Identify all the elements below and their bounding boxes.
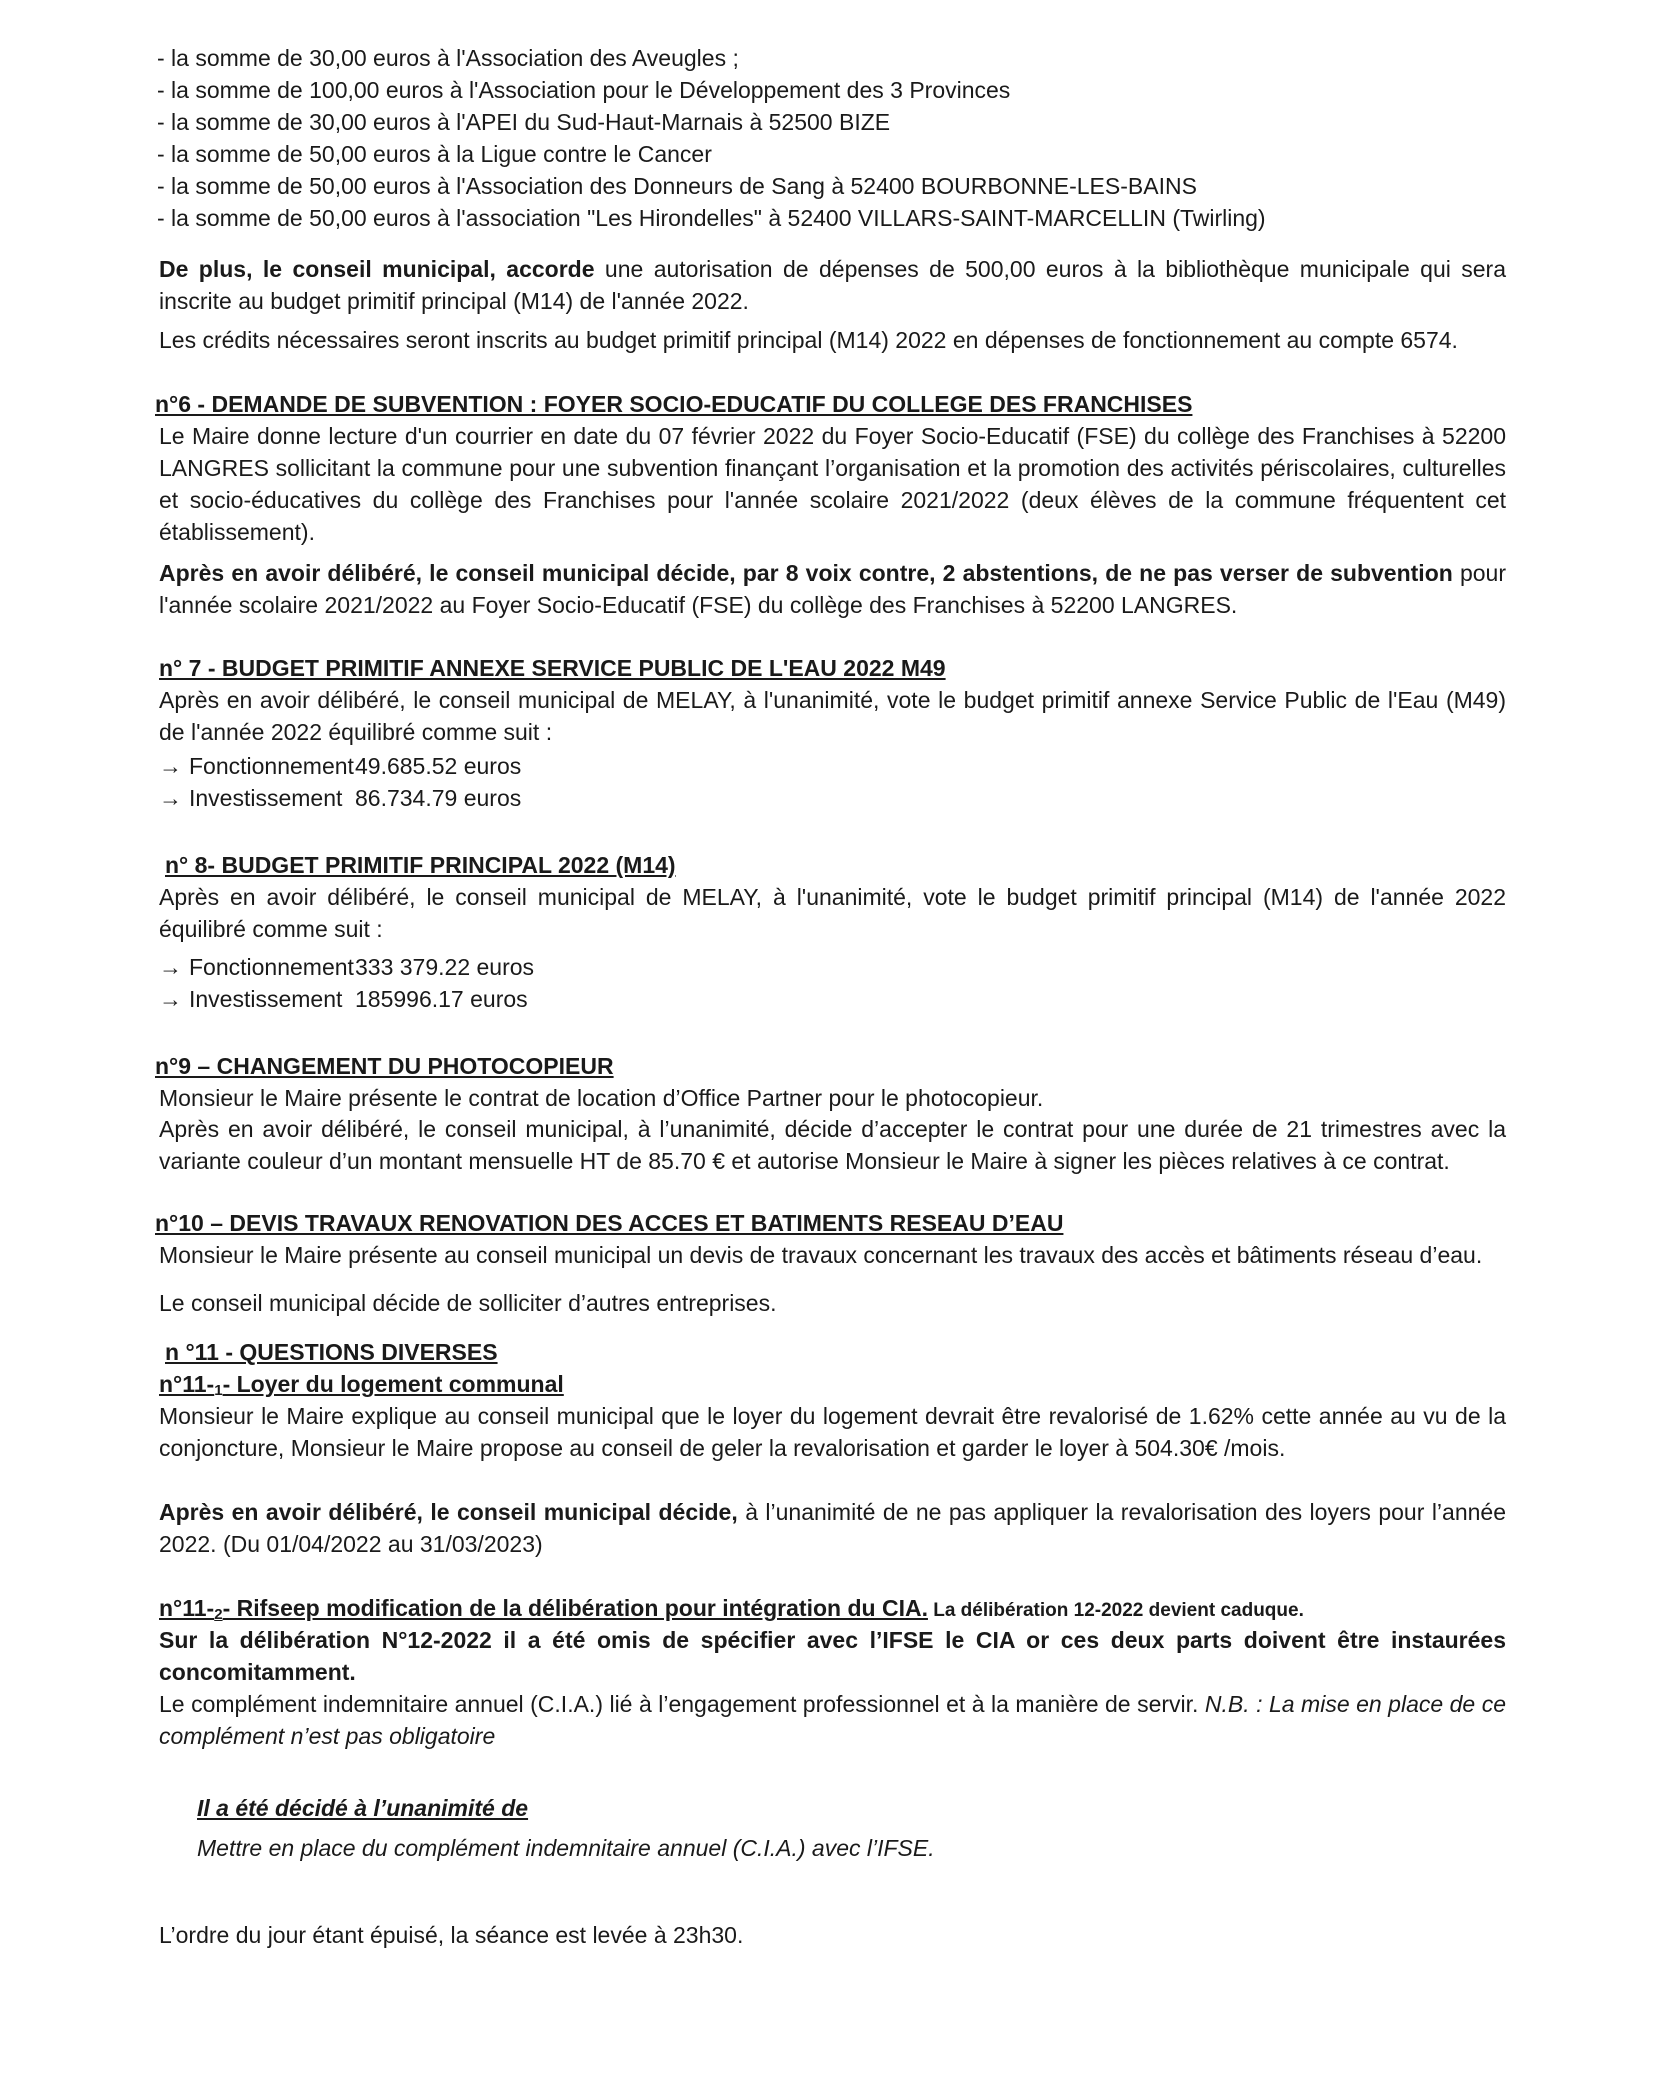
section-7-fonctionnement [159, 750, 521, 782]
section-6-decision-text: pour l'année scolaire 2021/2022 au Foyer Socio-Educatif (FSE) du collège des Franchises à 52200 LANGRES. [159, 560, 1506, 618]
section-11-2-text [159, 1688, 1506, 1752]
section-11-2-number: 2 [214, 1606, 223, 1623]
section-11-1-decision [159, 1496, 1506, 1560]
fonctionnement-label: Fonctionnement [189, 954, 354, 980]
donation-list [157, 42, 1517, 234]
decided-heading: Il a été décidé à l’unanimité de [197, 1795, 529, 1821]
section-11-1-text: Monsieur le Maire explique au conseil municipal que le loyer du logement devrait être revalorisé de 1.62% cette année au vu de la conjoncture, Monsieur le Maire propose au conseil de geler la revalorisation et garder le loyer à 504.30€ /mois. [159, 1403, 1506, 1461]
fonctionnement-label: Fonctionnement [189, 753, 354, 779]
section-6-heading: n°6 - DEMANDE DE SUBVENTION : FOYER SOCIO-EDUCATIF DU COLLEGE DES FRANCHISES [155, 391, 1193, 417]
credits-paragraph: Les crédits nécessaires seront inscrits au budget primitif principal (M14) 2022 en dépenses de fonctionnement au compte 6574. [159, 327, 1458, 353]
section-11-2-italic-note: N.B. : La mise en place de ce complément n’est pas obligatoire [159, 1691, 1506, 1749]
section-10-decision: Le conseil municipal décide de solliciter d’autres entreprises. [159, 1290, 777, 1316]
section-11-2-bold-paragraph: Sur la délibération N°12-2022 il a été omis de spécifier avec l’IFSE le CIA or ces deux parts doivent être instaurées concomitamment. [159, 1627, 1506, 1685]
section-8-text: Après en avoir délibéré, le conseil municipal de MELAY, à l'unanimité, vote le budget primitif principal (M14) de l'année 2022 équilibré comme suit : [159, 884, 1506, 942]
section-11-1-decision-bold: Après en avoir délibéré, le conseil municipal décide, [159, 1499, 738, 1525]
arrow-icon: → [159, 753, 182, 779]
list-item: - la somme de 100,00 euros à l'Association pour le Développement des 3 Provinces [157, 77, 1011, 103]
section-11-1-number: 1 [214, 1382, 223, 1399]
section-11-1-prefix: n°11- [159, 1371, 215, 1397]
section-11-2-note: La délibération 12-2022 devient caduque. [927, 1600, 1304, 1621]
arrow-icon: → [159, 986, 182, 1012]
section-7-text: Après en avoir délibéré, le conseil municipal de MELAY, à l'unanimité, vote le budget primitif annexe Service Public de l'Eau (M49) de l'année 2022 équilibré comme suit : [159, 687, 1506, 745]
section-11-1-decision-text: à l’unanimité de ne pas appliquer la revalorisation des loyers pour l’année 2022. (Du 01/04/2022 au 31/03/2023) [159, 1499, 1507, 1557]
section-7-heading: n° 7 - BUDGET PRIMITIF ANNEXE SERVICE PUBLIC DE L'EAU 2022 M49 [159, 655, 946, 681]
investissement-value: 185996.17 euros [355, 986, 528, 1012]
list-item: - la somme de 30,00 euros à l'Association des Aveugles ; [157, 45, 739, 71]
section-11-1-title: - Loyer du logement communal [222, 1371, 564, 1397]
section-6-decision [159, 557, 1506, 621]
section-9-text: Monsieur le Maire présente le contrat de location d’Office Partner pour le photocopieur. [159, 1085, 1044, 1111]
fonctionnement-value: 49.685.52 euros [355, 753, 522, 779]
section-6-decision-bold: Après en avoir délibéré, le conseil municipal décide, par 8 voix contre, 2 abstentions, de ne pas verser de subvention [159, 560, 1453, 586]
section-7-investissement [159, 782, 521, 814]
list-item: - la somme de 30,00 euros à l'APEI du Sud-Haut-Marnais à 52500 BIZE [157, 109, 891, 135]
section-10-heading: n°10 – DEVIS TRAVAUX RENOVATION DES ACCES ET BATIMENTS RESEAU D’EAU [155, 1210, 1064, 1236]
decided-text: Mettre en place du complément indemnitaire annuel (C.I.A.) avec l’IFSE. [197, 1835, 935, 1861]
library-paragraph [159, 253, 1506, 317]
section-11-2-title: - Rifseep modification de la délibération pour intégration du CIA. [222, 1595, 928, 1621]
section-11-2-text-main: Le complément indemnitaire annuel (C.I.A.) lié à l’engagement professionnel et à la manière de servir. [159, 1691, 1205, 1717]
closing-text: L’ordre du jour étant épuisé, la séance est levée à 23h30. [159, 1922, 744, 1948]
investissement-label: Investissement [189, 785, 343, 811]
section-9-heading: n°9 – CHANGEMENT DU PHOTOCOPIEUR [155, 1053, 614, 1079]
fonctionnement-value: 333 379.22 euros [355, 954, 535, 980]
section-8-investissement [159, 983, 528, 1015]
investissement-value: 86.734.79 euros [355, 785, 522, 811]
library-text: une autorisation de dépenses de 500,00 euros à la bibliothèque municipale qui sera inscrite au budget primitif principal (M14) de l'année 2022. [159, 256, 1506, 314]
section-8-fonctionnement [159, 951, 534, 983]
library-bold-lead: De plus, le conseil municipal, accorde [159, 256, 595, 282]
arrow-icon: → [159, 954, 182, 980]
section-6-text: Le Maire donne lecture d'un courrier en date du 07 février 2022 du Foyer Socio-Educatif (FSE) du collège des Franchises à 52200 LANGRES sollicitant la commune pour une subvention finançant l’organisation et la promotion des activités périscolaires, culturelles et socio-éducatives du collège des Franchises pour l'année scolaire 2021/2022 (deux élèves de la commune fréquentent cet établissement). [159, 423, 1506, 545]
section-9-decision: Après en avoir délibéré, le conseil municipal, à l’unanimité, décide d’accepter le contrat pour une durée de 21 trimestres avec la variante couleur d’un montant mensuelle HT de 85.70 € et autorise Monsieur le Maire à signer les pièces relatives à ce contrat. [159, 1116, 1506, 1174]
section-8-heading: n° 8- BUDGET PRIMITIF PRINCIPAL 2022 (M14) [165, 852, 676, 878]
list-item: - la somme de 50,00 euros à la Ligue contre le Cancer [157, 141, 712, 167]
list-item: - la somme de 50,00 euros à l'Association des Donneurs de Sang à 52400 BOURBONNE-LES-BAINS [157, 173, 1197, 199]
section-10-text: Monsieur le Maire présente au conseil municipal un devis de travaux concernant les travaux des accès et bâtiments réseau d’eau. [159, 1242, 1483, 1268]
investissement-label: Investissement [189, 986, 343, 1012]
section-11-heading: n °11 - QUESTIONS DIVERSES [165, 1339, 498, 1365]
section-11-2-prefix: n°11- [159, 1595, 215, 1621]
list-item: - la somme de 50,00 euros à l'association "Les Hirondelles" à 52400 VILLARS-SAINT-MARCELLIN (Twirling) [157, 205, 1266, 231]
arrow-icon: → [159, 785, 182, 811]
